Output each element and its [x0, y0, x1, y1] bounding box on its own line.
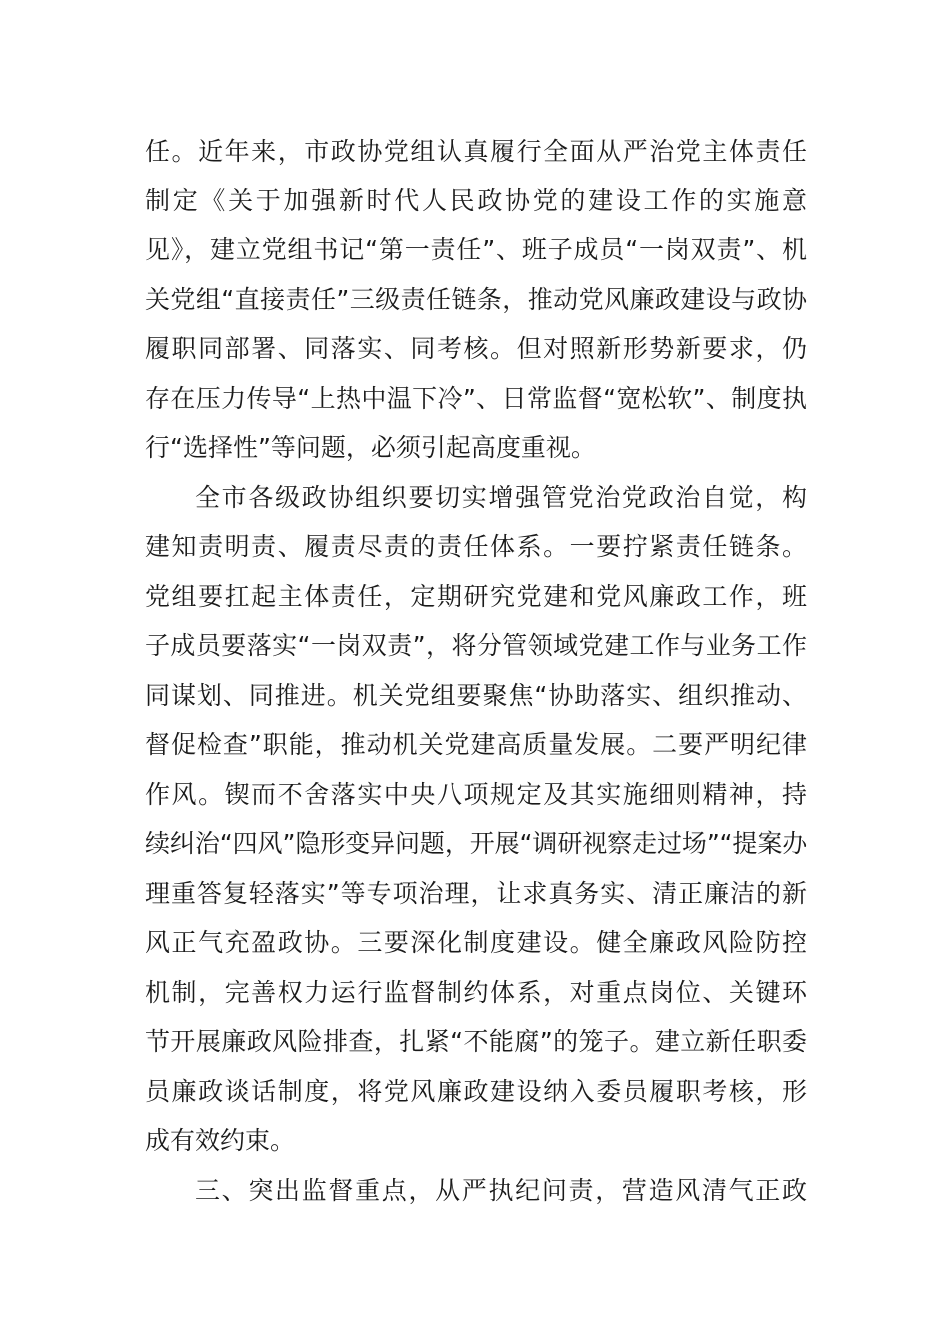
text-line: 理重答复轻落实”等专项治理，让求真务实、清正廉洁的新 [145, 879, 807, 908]
text-line: 任。近年来，市政协党组认真履行全面从严治党主体责任 [145, 137, 807, 166]
text-line: 制定《关于加强新时代人民政协党的建设工作的实施意 [145, 186, 807, 215]
text-line: 督促检查”职能，推动机关党建高质量发展。二要严明纪律 [145, 730, 807, 759]
text-line: 同谋划、同推进。机关党组要聚焦“协助落实、组织推动、 [145, 681, 807, 710]
text-line: 履职同部署、同落实、同考核。但对照新形势新要求，仍 [145, 334, 807, 363]
text-line: 员廉政谈话制度，将党风廉政建设纳入委员履职考核，形 [145, 1077, 807, 1106]
text-line: 关党组“直接责任”三级责任链条，推动党风廉政建设与政协 [145, 285, 807, 314]
text-line: 行“选择性”等问题，必须引起高度重视。 [145, 433, 596, 462]
text-line: 机制，完善权力运行监督制约体系，对重点岗位、关键环 [145, 978, 807, 1007]
text-line: 子成员要落实“一岗双责”，将分管领域党建工作与业务工作 [145, 631, 807, 660]
text-line: 节开展廉政风险排查，扎紧“不能腐”的笼子。建立新任职委 [145, 1027, 807, 1056]
text-line: 风正气充盈政协。三要深化制度建设。健全廉政风险防控 [145, 928, 807, 957]
text-line: 作风。锲而不舍落实中央八项规定及其实施细则精神，持 [145, 780, 807, 809]
text-line: 成有效约束。 [145, 1126, 296, 1155]
text-line: 党组要扛起主体责任，定期研究党建和党风廉政工作，班 [145, 582, 807, 611]
paragraph-first-line: 全市各级政协组织要切实增强管党治党政治自觉，构 [195, 483, 807, 512]
text-line: 存在压力传导“上热中温下冷”、日常监督“宽松软”、制度执 [145, 384, 807, 413]
text-line: 续纠治“四风”隐形变异问题，开展“调研视察走过场”“提案办 [145, 829, 807, 858]
text-line: 建知责明责、履责尽责的责任体系。一要拧紧责任链条。 [145, 532, 807, 561]
text-line: 见》，建立党组书记“第一责任”、班子成员“一岗双责”、机 [145, 235, 807, 264]
section-heading-line: 三、突出监督重点，从严执纪问责，营造风清气正政 [195, 1176, 807, 1205]
